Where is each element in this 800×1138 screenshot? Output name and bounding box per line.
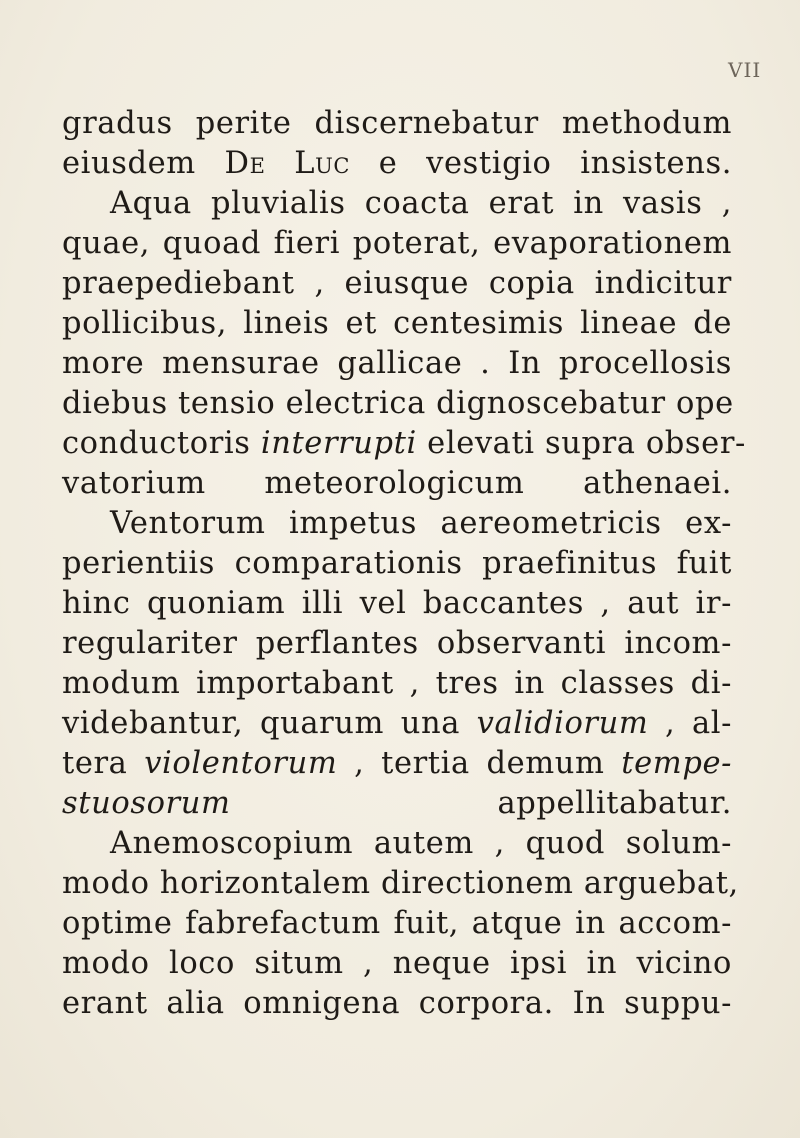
text-line [62,544,732,584]
text-line [62,664,732,704]
text-line [62,424,746,464]
text-span: Anemoscopium autem , quod solum- [110,826,732,861]
text-span: , al- [648,706,732,741]
italic-term: interrupti [260,426,417,461]
text-line [62,944,732,984]
text-span: modo loco situm , neque ipsi in vicino [62,946,732,981]
page-number: VII [728,58,762,82]
italic-term: tempe- [621,746,733,781]
text-span: e vestigio insistens. [350,146,732,181]
text-span: pollicibus, lineis et centesimis lineae de [62,306,732,341]
text-span: erant alia omnigena corpora. In suppu- [62,986,732,1021]
text-line [62,864,739,904]
text-span: regulariter perflantes observanti incom- [62,626,732,661]
text-line [62,344,732,384]
text-line [62,624,732,664]
text-line [62,184,732,224]
text-span: hinc quoniam illi vel baccantes , aut ir- [62,586,732,621]
text-span: modo horizontalem directionem arguebat, [62,866,739,901]
text-span: elevati supra obser- [416,426,746,461]
text-span: Ventorum impetus aereometricis ex- [110,506,732,541]
text-span: conductoris [62,426,261,461]
text-span: appellitabatur. [230,786,732,821]
body-text [62,104,746,1024]
text-line [62,264,732,304]
italic-term: violentorum [144,746,338,781]
text-line [62,984,732,1024]
text-span: Aqua pluvialis coacta erat in vasis , [110,186,732,221]
text-span: vatorium meteorologicum athenaei. [62,466,732,501]
text-line [62,464,732,504]
text-span: diebus tensio electrica dignoscebatur ope [62,386,734,421]
text-line [62,704,732,744]
text-line [62,304,732,344]
text-line [62,504,732,544]
text-span: gradus perite discernebatur methodum [62,106,732,141]
text-span: praepediebant , eiusque copia indicitur [62,266,732,301]
text-line [62,224,732,264]
text-span: eiusdem [62,146,225,181]
text-line [62,904,732,944]
text-line [62,104,732,144]
text-span: tera [62,746,145,781]
text-span: modum importabant , tres in classes di- [62,666,732,701]
text-line [62,584,732,624]
text-span: perientiis comparationis praefinitus fuit [62,546,732,581]
text-span: videbantur, quarum una [62,706,477,741]
text-span: , tertia demum [337,746,622,781]
italic-term: validiorum [476,706,649,741]
author-name: De Luc [224,146,351,181]
text-line [62,824,732,864]
text-line [62,384,732,424]
italic-term: stuosorum [62,786,231,821]
text-span: quae, quoad fieri poterat, evaporationem [62,226,732,261]
text-line [62,744,732,784]
text-span: optime fabrefactum fuit, atque in accom- [62,906,732,941]
text-line [62,784,732,824]
text-line [62,144,732,184]
text-span: more mensurae gallicae . In procellosis [62,346,732,381]
